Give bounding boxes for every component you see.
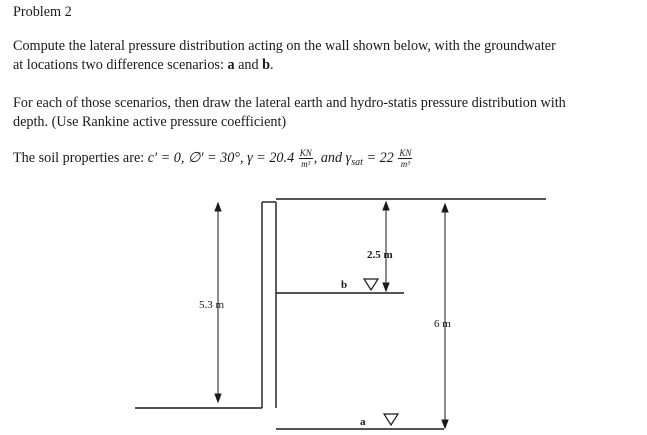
dim-6m-arrow-top xyxy=(442,204,448,212)
soil-properties-cohesion-friction-unit-weight: c′ = 0, ∅′ = 30°, γ = 20.4 xyxy=(147,149,298,166)
period: . xyxy=(270,57,274,73)
dim-5-3m-arrow-top xyxy=(215,203,221,211)
statement-line-1: Compute the lateral pressure distribution acting on the wall shown below, with the groundwater xyxy=(13,38,556,54)
problem-title-text: Problem 2 xyxy=(13,4,72,20)
dim-6m-arrow-bottom xyxy=(442,420,448,428)
scenario-b-label: b xyxy=(262,57,271,73)
dim-5-3m-arrow-bottom xyxy=(215,394,221,402)
dim-2-5m-arrow-top xyxy=(383,202,389,210)
dim-6m-label: 6 m xyxy=(434,318,451,330)
sat-subscript: sat xyxy=(351,156,363,168)
dim-2-5m-arrow-bottom xyxy=(383,283,389,291)
instruction-line-1: For each of those scenarios, then draw the lateral earth and hydro-statis pressure distribution with xyxy=(13,95,566,111)
unit-denominator-sat: m³ xyxy=(400,159,410,169)
and-gamma-text: , and γ xyxy=(313,149,352,166)
and-text: and xyxy=(234,57,263,73)
water-table-b-icon xyxy=(364,279,378,290)
gamma-sat-value: = 22 xyxy=(362,149,398,166)
dim-5-3m-label: 5.3 m xyxy=(199,299,225,311)
unit-numerator-sat: KN xyxy=(399,148,412,158)
scenario-a-diagram-label: a xyxy=(360,416,366,428)
unit-denominator: m³ xyxy=(301,159,311,169)
unit-numerator: KN xyxy=(299,148,312,158)
instruction-line-2: depth. (Use Rankine active pressure coefficient) xyxy=(13,114,287,130)
dim-2-5m-label: 2.5 m xyxy=(367,249,393,261)
soil-properties-prefix: The soil properties are: xyxy=(13,149,148,166)
scenario-b-diagram-label: b xyxy=(341,279,348,291)
water-table-a-icon xyxy=(384,414,398,425)
scenario-a-label: a xyxy=(227,57,235,73)
statement-line-2-text: at locations two difference scenarios: xyxy=(13,57,228,73)
